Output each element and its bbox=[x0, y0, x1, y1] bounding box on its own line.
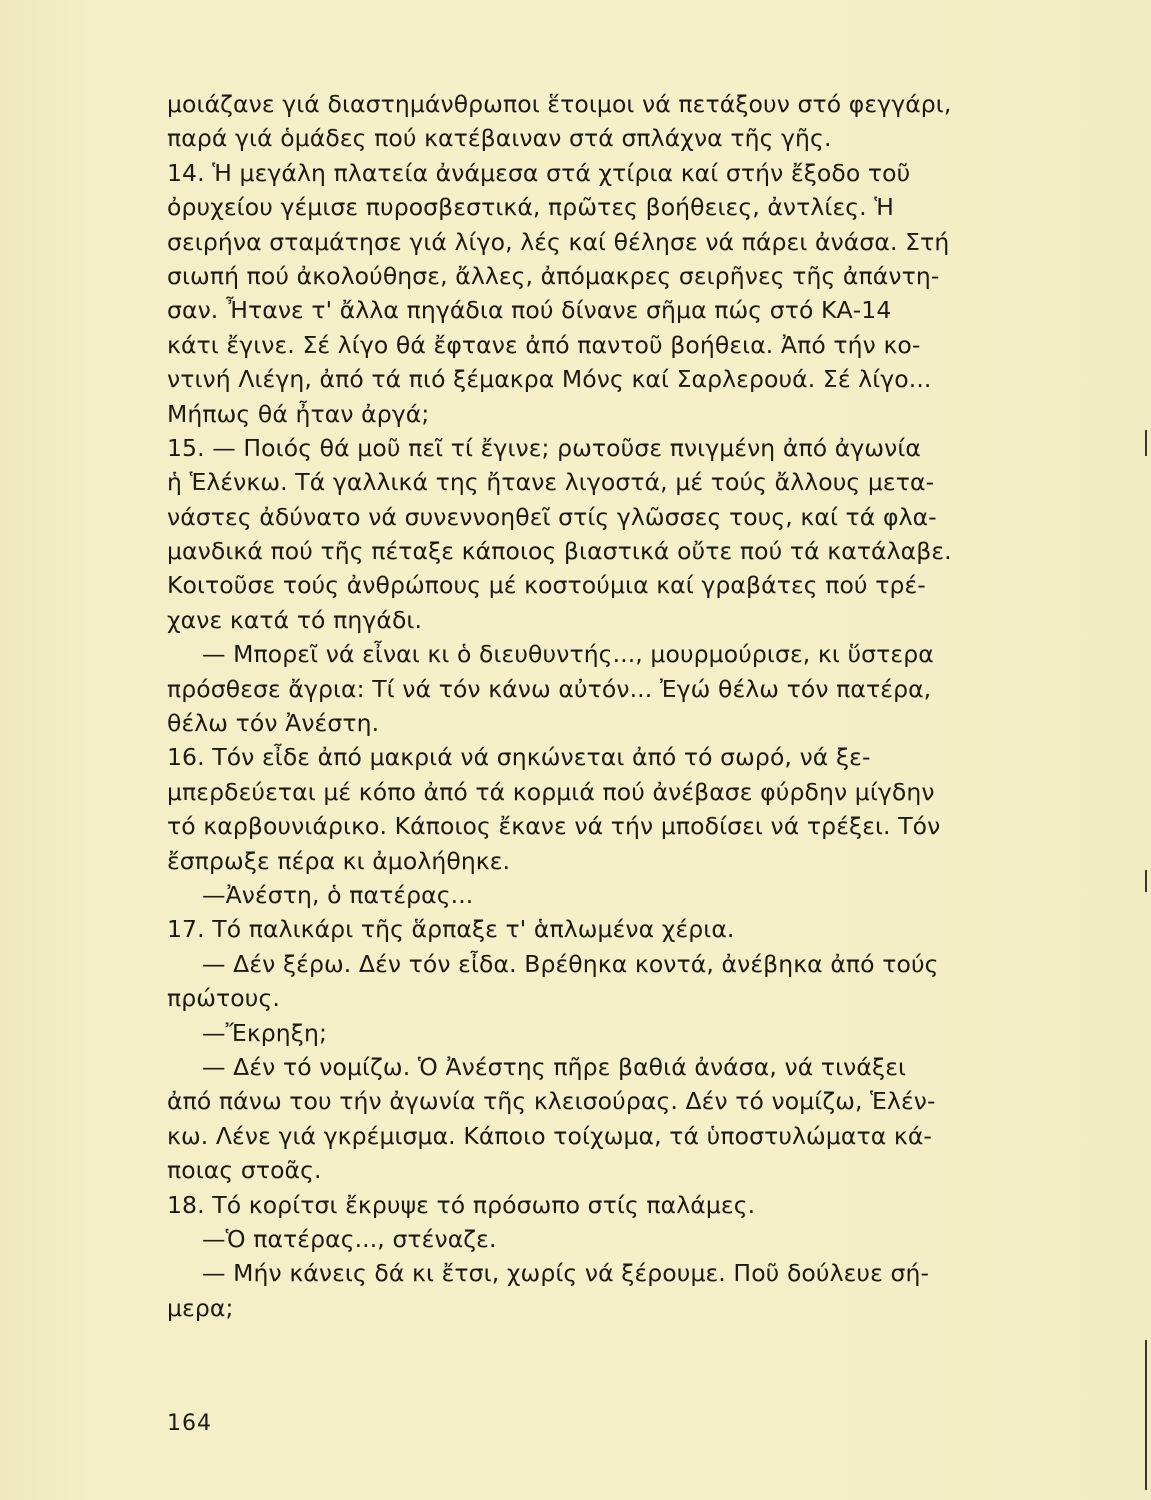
page-edge-mark bbox=[1145, 430, 1147, 456]
text-line: πρώτους. bbox=[167, 984, 280, 1013]
text-line: μπερδεύεται μέ κόπο ἀπό τά κορμιά πού ἀνέβασε φύρδην μίγδην bbox=[167, 777, 935, 806]
text-line: — Δέν ξέρω. Δέν τόν εἶδα. Βρέθηκα κοντά, ἀνέβηκα ἀπό τούς bbox=[202, 949, 939, 978]
text-line: — Δέν τό νομίζω. Ὁ Ἀνέστης πῆρε βαθιά ἀνάσα, νά τινάξει bbox=[202, 1052, 907, 1081]
text-line: —Ἔκρηξη; bbox=[202, 1018, 327, 1047]
text-line: ἔσπρωξε πέρα κι ἀμολήθηκε. bbox=[167, 846, 511, 875]
text-line: — Μπορεῖ νά εἶναι κι ὁ διευθυντής..., μουρμούρισε, κι ὕστερα bbox=[202, 640, 934, 669]
page-edge-mark bbox=[1145, 1340, 1147, 1490]
text-line: 15. — Ποιός θά μοῦ πεῖ τί ἔγινε; ρωτοῦσε πνιγμένη ἀπό ἀγωνία bbox=[167, 433, 922, 462]
body-text bbox=[167, 87, 1012, 1325]
text-line: μανδικά πού τῆς πέταξε κάποιος βιαστικά οὔτε πού τά κατάλαβε. bbox=[167, 537, 952, 566]
text-line: σαν. Ἦτανε τ' ἄλλα πηγάδια πού δίνανε σῆμα πώς στό ΚΑ-14 bbox=[167, 296, 892, 325]
text-line: ποιας στοᾶς. bbox=[167, 1156, 322, 1185]
text-line: —Ὁ πατέρας..., στέναζε. bbox=[202, 1224, 497, 1253]
page-edge-mark bbox=[1145, 870, 1147, 892]
text-line: νάστες ἀδύνατο νά συνεννοηθεῖ στίς γλῶσσες τους, καί τά φλα- bbox=[167, 502, 937, 531]
text-line: —Ἀνέστη, ὁ πατέρας... bbox=[202, 880, 474, 909]
text-line: χανε κατά τό πηγάδι. bbox=[167, 605, 423, 634]
text-line: ντινή Λιέγη, ἀπό τά πιό ξέμακρα Μόνς καί Σαρλερουά. Σέ λίγο... bbox=[167, 365, 932, 394]
page-number: 164 bbox=[167, 1411, 212, 1436]
text-line: Μήπως θά ἦταν ἀργά; bbox=[167, 399, 430, 428]
text-line: 16. Τόν εἶδε ἀπό μακριά νά σηκώνεται ἀπό τό σωρό, νά ξε- bbox=[167, 743, 871, 772]
text-line: — Μήν κάνεις δά κι ἔτσι, χωρίς νά ξέρουμε. Ποῦ δούλευε σή- bbox=[202, 1259, 930, 1288]
text-line: 18. Τό κορίτσι ἔκρυψε τό πρόσωπο στίς παλάμες. bbox=[167, 1190, 756, 1219]
text-line: πρόσθεσε ἄγρια: Τί νά τόν κάνω αὐτόν... Ἐγώ θέλω τόν πατέρα, bbox=[167, 674, 932, 703]
text-line: σιωπή πού ἀκολούθησε, ἄλλες, ἀπόμακρες σειρῆνες τῆς ἀπάντη- bbox=[167, 261, 940, 290]
text-line: κω. Λένε γιά γκρέμισμα. Κάποιο τοίχωμα, τά ὑποστυλώματα κά- bbox=[167, 1121, 932, 1150]
text-line: ἀπό πάνω του τήν ἀγωνία τῆς κλεισούρας. Δέν τό νομίζω, Ἑλέν- bbox=[167, 1087, 936, 1116]
text-line: κάτι ἔγινε. Σέ λίγο θά ἔφτανε ἀπό παντοῦ βοήθεια. Ἀπό τήν κο- bbox=[167, 330, 921, 359]
text-line: τό καρβουνιάρικο. Κάποιος ἔκανε νά τήν μποδίσει νά τρέξει. Τόν bbox=[167, 812, 941, 841]
text-line: θέλω τόν Ἀνέστη. bbox=[167, 709, 380, 738]
text-line: Κοιτοῦσε τούς ἀνθρώπους μέ κοστούμια καί γραβάτες πού τρέ- bbox=[167, 571, 926, 600]
text-line: 17. Τό παλικάρι τῆς ἅρπαξε τ' ἁπλωμένα χέρια. bbox=[167, 915, 735, 944]
text-line: σειρήνα σταμάτησε γιά λίγο, λές καί θέλησε νά πάρει ἀνάσα. Στή bbox=[167, 227, 950, 256]
text-line: 14. Ἡ μεγάλη πλατεία ἀνάμεσα στά χτίρια καί στήν ἔξοδο τοῦ bbox=[167, 158, 911, 187]
text-line: ἡ Ἑλένκω. Τά γαλλικά της ἤτανε λιγοστά, μέ τούς ἄλλους μετα- bbox=[167, 468, 935, 497]
text-line: μοιάζανε γιά διαστημάνθρωποι ἕτοιμοι νά πετάξουν στό φεγγάρι, bbox=[167, 90, 952, 118]
text-line: παρά γιά ὁμάδες πού κατέβαιναν στά σπλάχνα τῆς γῆς. bbox=[167, 124, 832, 153]
text-line: ὀρυχείου γέμισε πυροσβεστικά, πρῶτες βοήθειες, ἀντλίες. Ἡ bbox=[167, 193, 895, 222]
text-line: μερα; bbox=[167, 1293, 234, 1322]
